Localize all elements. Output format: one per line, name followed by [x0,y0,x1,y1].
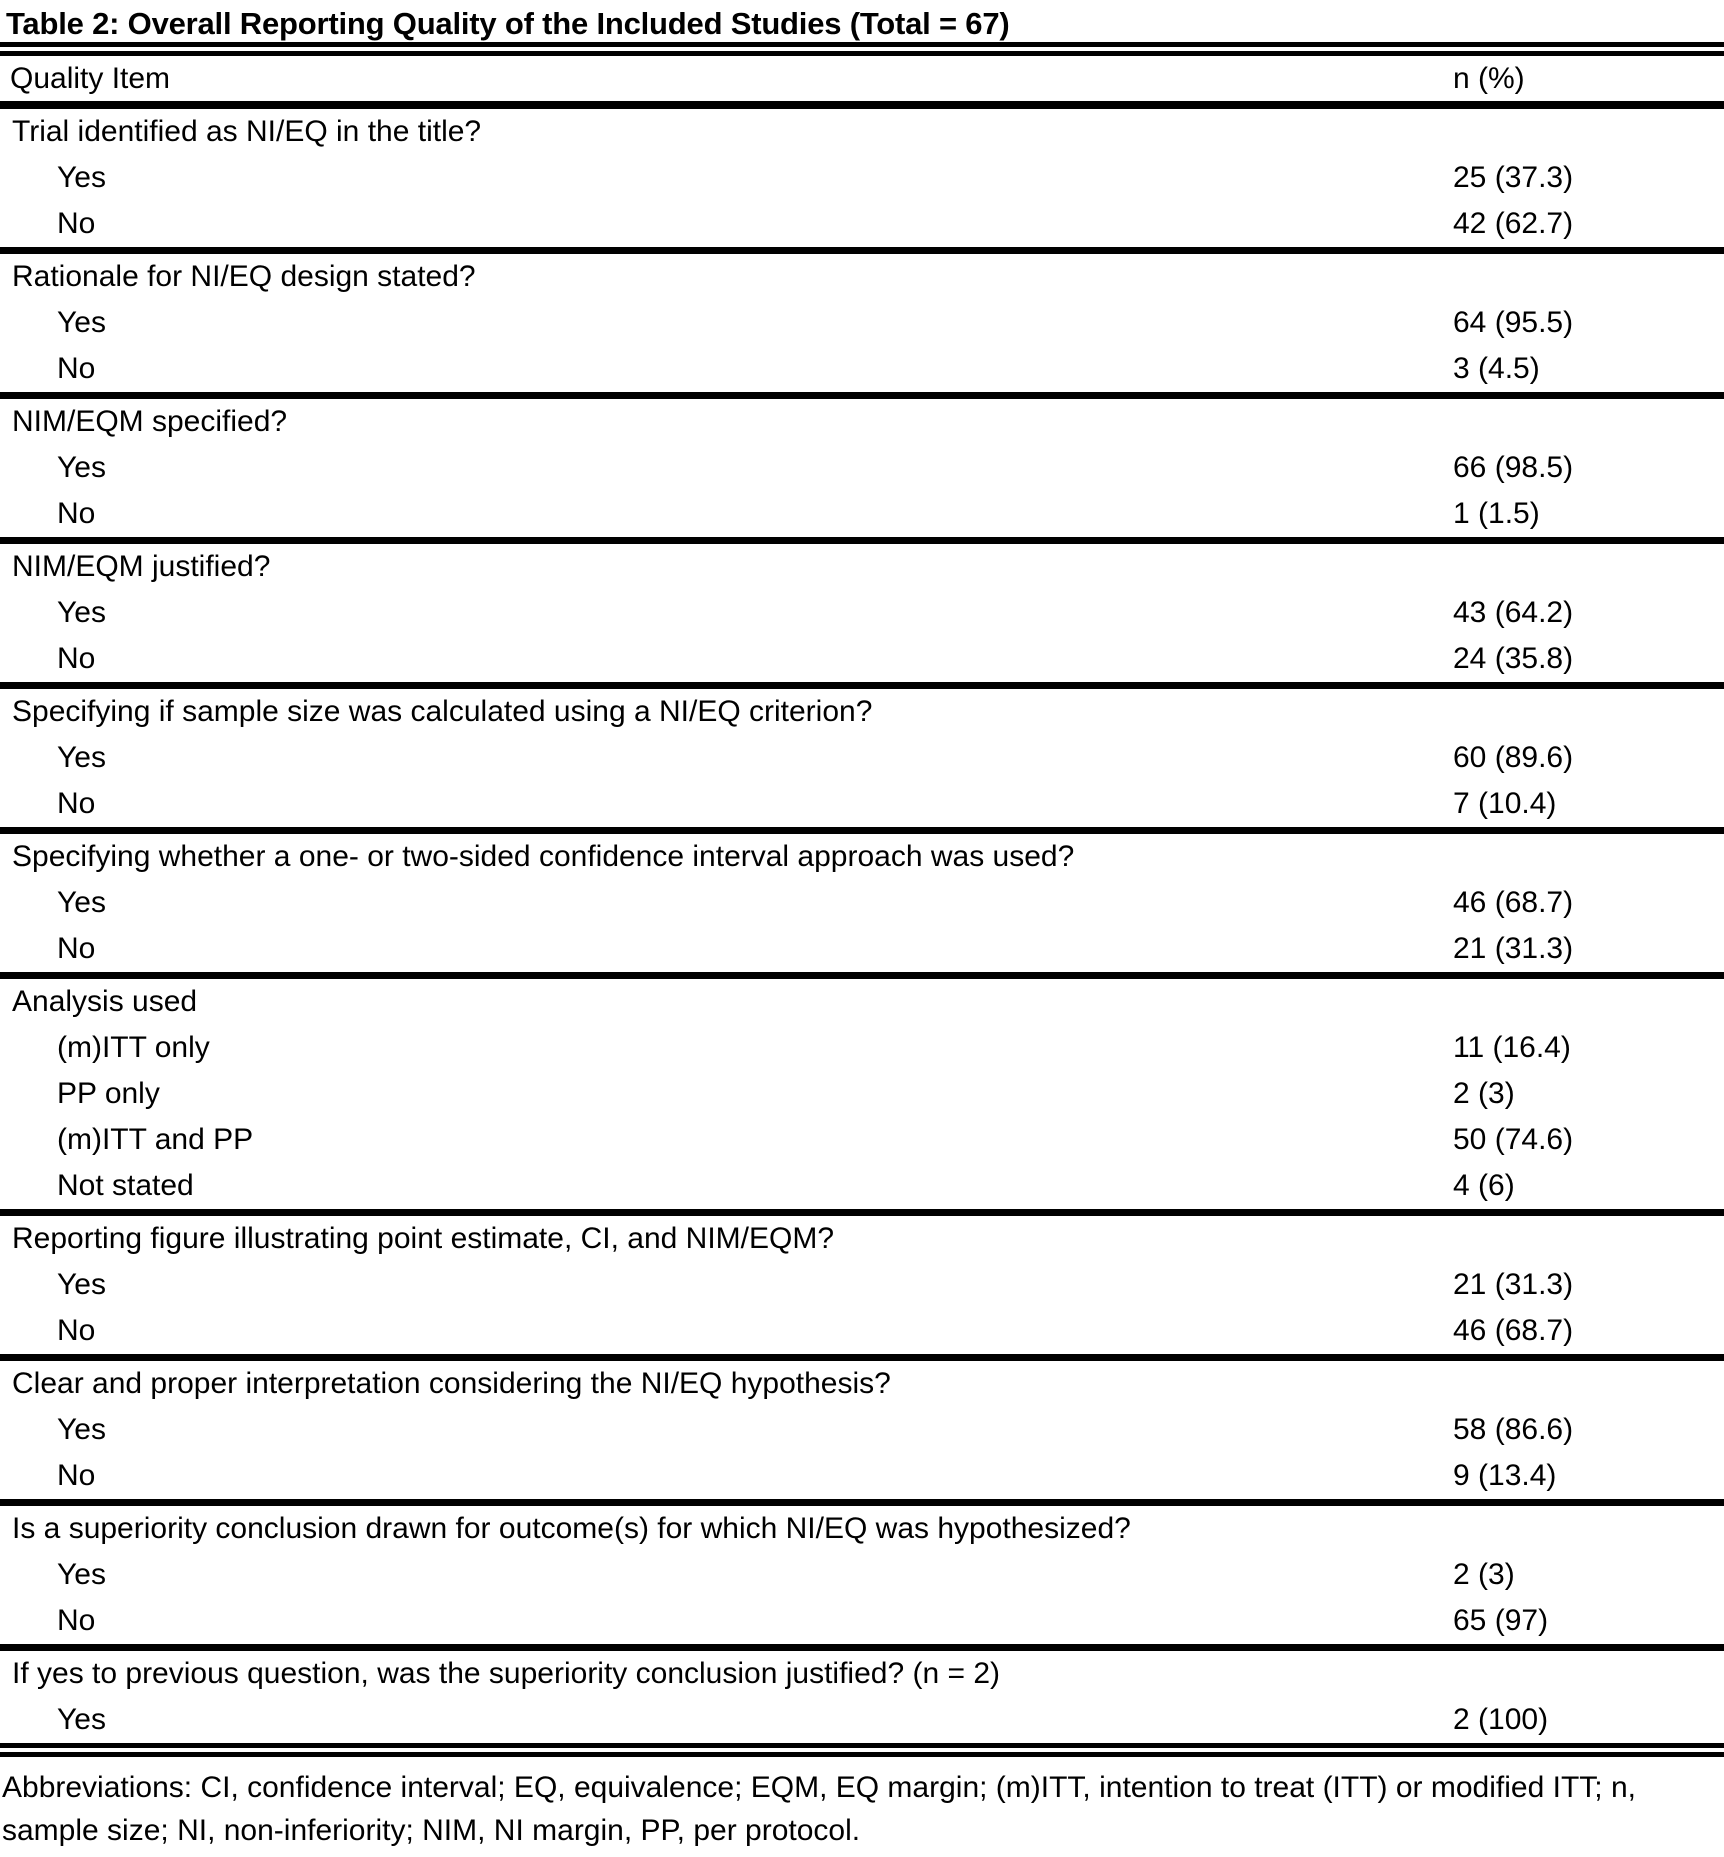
answer-row [0,1598,1724,1644]
question-row: If yes to previous question, was the superiority conclusion justified? (n = 2) [12,1657,1001,1690]
answer-value: 46 (68.7) [1453,1314,1574,1347]
question-row: Trial identified as NI/EQ in the title? [12,115,482,148]
section-rule [0,972,1724,979]
answer-row [0,1552,1724,1598]
answer-value: 1 (1.5) [1453,497,1540,530]
answer-value: 24 (35.8) [1453,642,1574,675]
question-row: Specifying whether a one- or two-sided confidence interval approach was used? [12,840,1075,873]
table-body [0,109,1724,1743]
answer-row [0,735,1724,781]
column-header-n-percent: n (%) [1453,61,1525,95]
answer-value: 7 (10.4) [1453,787,1557,820]
answer-label: No [57,642,96,675]
answer-value: 21 (31.3) [1453,1268,1574,1301]
section-rule [0,392,1724,399]
answer-row [0,155,1724,201]
answer-row [0,1308,1724,1354]
answer-label: Yes [57,161,106,194]
answer-label: Not stated [57,1169,194,1202]
answer-row [0,880,1724,926]
answer-label: No [57,1314,96,1347]
column-header-quality-item: Quality Item [10,61,171,95]
answer-label: Yes [57,596,106,629]
section-rule [0,682,1724,689]
table-title: Table 2: Overall Reporting Quality of the Included Studies (Total = 67) [6,6,1010,41]
answer-row [0,300,1724,346]
answer-row [0,346,1724,392]
answer-row [0,1453,1724,1499]
abbreviations-footnote: Abbreviations: CI, confidence interval; EQ, equivalence; EQM, EQ margin; (m)ITT, intention to treat (ITT) or modified ITT; n, sample size; NI, non-inferiority; NIM, NI margin, PP, per protocol. [2,1771,1636,1847]
section-rule [0,1499,1724,1506]
answer-row [0,636,1724,682]
answer-label: Yes [57,886,106,919]
answer-label: (m)ITT only [57,1031,210,1064]
bottom-double-rule [0,1743,1724,1757]
answer-row [0,1025,1724,1071]
answer-label: Yes [57,451,106,484]
answer-value: 43 (64.2) [1453,596,1574,629]
answer-row [0,1117,1724,1163]
answer-row [0,1071,1724,1117]
answer-value: 64 (95.5) [1453,306,1574,339]
answer-value: 2 (3) [1453,1077,1515,1110]
answer-label: Yes [57,1558,106,1591]
answer-value: 3 (4.5) [1453,352,1540,385]
answer-label: Yes [57,306,106,339]
answer-value: 9 (13.4) [1453,1459,1557,1492]
title-double-rule [0,42,1724,56]
answer-value: 25 (37.3) [1453,161,1574,194]
section-rule [0,1209,1724,1216]
header-rule [0,101,1724,109]
section-rule [0,1644,1724,1651]
answer-label: No [57,932,96,965]
answer-row [0,926,1724,972]
answer-value: 66 (98.5) [1453,451,1574,484]
answer-value: 60 (89.6) [1453,741,1574,774]
answer-row [0,1163,1724,1209]
answer-label: No [57,207,96,240]
answer-value: 2 (100) [1453,1703,1549,1736]
answer-value: 65 (97) [1453,1604,1549,1637]
question-row: NIM/EQM specified? [12,405,288,438]
answer-label: Yes [57,1703,106,1736]
answer-value: 11 (16.4) [1453,1031,1571,1064]
answer-row [0,1407,1724,1453]
answer-label: No [57,497,96,530]
question-row: NIM/EQM justified? [12,550,271,583]
question-row: Rationale for NI/EQ design stated? [12,260,476,293]
answer-row [0,445,1724,491]
question-row: Specifying if sample size was calculated using a NI/EQ criterion? [12,695,873,728]
question-row: Is a superiority conclusion drawn for outcome(s) for which NI/EQ was hypothesized? [12,1512,1131,1545]
table-header-row [0,56,1724,101]
answer-row [0,781,1724,827]
answer-label: No [57,787,96,820]
question-row: Analysis used [12,985,198,1018]
answer-value: 58 (86.6) [1453,1413,1574,1446]
answer-label: PP only [57,1077,160,1110]
answer-row [0,201,1724,247]
section-rule [0,247,1724,254]
section-rule [0,1354,1724,1361]
answer-value: 42 (62.7) [1453,207,1574,240]
answer-value: 4 (6) [1453,1169,1515,1202]
answer-row [0,1262,1724,1308]
answer-label: (m)ITT and PP [57,1123,254,1156]
answer-value: 2 (3) [1453,1558,1515,1591]
answer-label: Yes [57,741,106,774]
answer-row [0,1697,1724,1743]
question-row: Reporting figure illustrating point estimate, CI, and NIM/EQM? [12,1222,835,1255]
answer-value: 50 (74.6) [1453,1123,1574,1156]
answer-row [0,491,1724,537]
answer-label: No [57,1459,96,1492]
answer-label: Yes [57,1413,106,1446]
answer-value: 46 (68.7) [1453,886,1574,919]
answer-label: No [57,1604,96,1637]
section-rule [0,827,1724,834]
answer-value: 21 (31.3) [1453,932,1574,965]
answer-label: Yes [57,1268,106,1301]
answer-label: No [57,352,96,385]
section-rule [0,537,1724,544]
answer-row [0,590,1724,636]
question-row: Clear and proper interpretation considering the NI/EQ hypothesis? [12,1367,891,1400]
